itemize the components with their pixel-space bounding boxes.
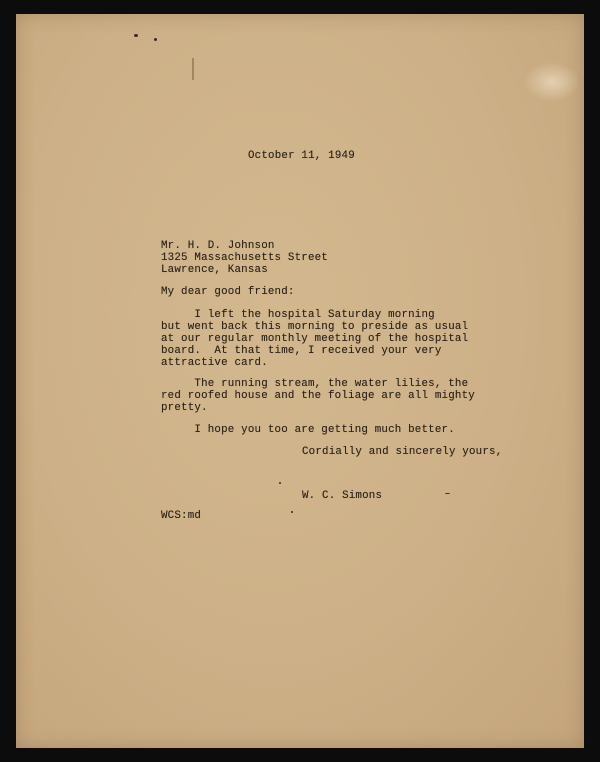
body-line: The running stream, the water lilies, the: [161, 378, 469, 390]
letter-page: [16, 14, 584, 748]
body-line: I hope you too are getting much better.: [161, 424, 455, 436]
ink-speck: [134, 34, 138, 37]
body-line: I left the hospital Saturday morning: [161, 309, 435, 321]
body-line: board. At that time, I received your very: [161, 345, 442, 357]
signature-name: W. C. Simons: [302, 490, 383, 502]
complimentary-closing: Cordially and sincerely yours,: [302, 446, 503, 458]
recipient-name: Mr. H. D. Johnson: [161, 240, 275, 252]
letter-date: October 11, 1949: [248, 150, 355, 162]
body-line: attractive card.: [161, 357, 268, 369]
body-line: at our regular monthly meeting of the hospital: [161, 333, 469, 345]
ink-speck: [291, 511, 293, 513]
body-line: but went back this morning to preside as usual: [161, 321, 469, 333]
ink-speck: [445, 493, 450, 494]
reference-initials: WCS:md: [161, 510, 202, 522]
paper-stain: [524, 62, 580, 102]
recipient-city: Lawrence, Kansas: [161, 264, 268, 276]
body-line: red roofed house and the foliage are all mighty: [161, 390, 475, 402]
salutation: My dear good friend:: [161, 286, 295, 298]
paper-crease: [192, 58, 194, 80]
ink-speck: [279, 482, 281, 484]
recipient-street: 1325 Massachusetts Street: [161, 252, 328, 264]
ink-speck: [154, 38, 157, 41]
body-line: pretty.: [161, 402, 208, 414]
